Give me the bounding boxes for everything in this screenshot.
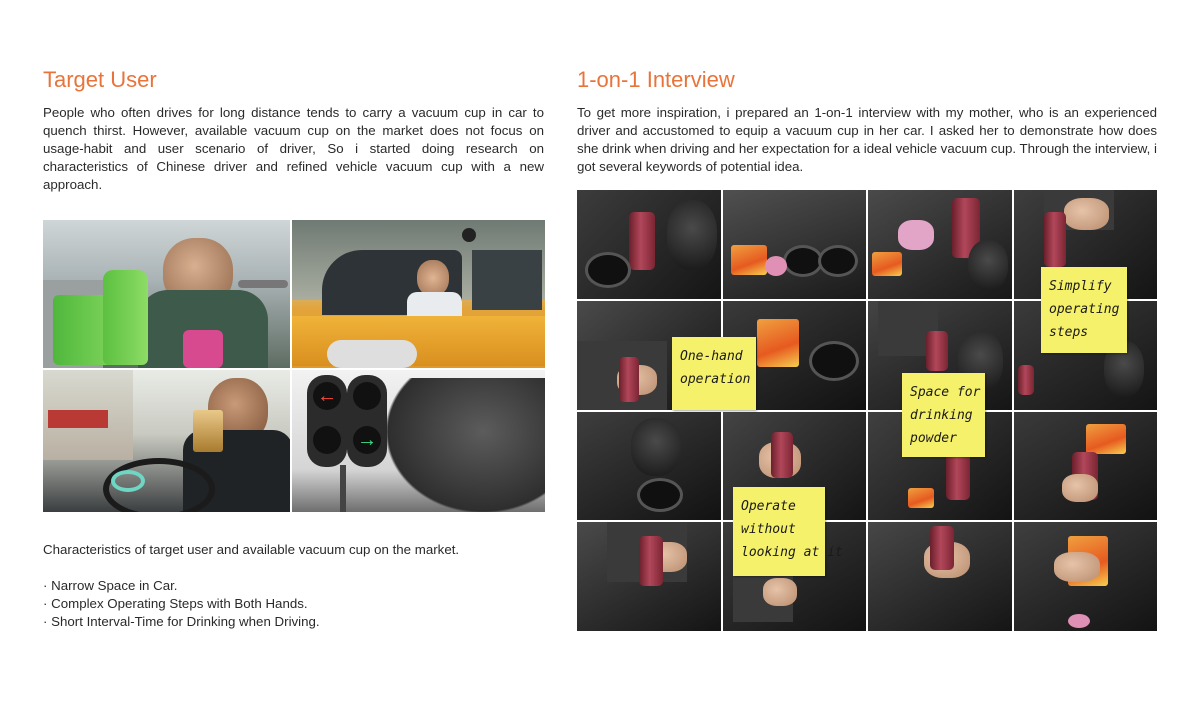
note-operate-without-looking <box>733 487 843 576</box>
note-line: Simplify <box>1049 279 1112 294</box>
note-line: powder <box>910 431 957 446</box>
note-line: Space for <box>910 385 981 400</box>
note-line: One-hand <box>680 349 743 364</box>
note-line: looking at it <box>741 545 843 560</box>
interview-photo <box>723 190 867 299</box>
characteristic-short-interval: · Short Interval-Time for Drinking when Driving. <box>43 614 320 629</box>
note-line: Operate <box>741 499 796 514</box>
target-user-caption-block <box>43 541 553 631</box>
interview-photo <box>1014 522 1158 631</box>
target-user-caption: Characteristics of target user and available vacuum cup on the market. <box>43 542 460 557</box>
photo-bus-driver <box>43 370 290 512</box>
interview-title: 1-on-1 Interview <box>577 67 735 92</box>
interview-photo <box>868 522 1012 631</box>
interview-photo <box>577 522 721 631</box>
target-user-photo-grid <box>43 220 544 511</box>
interview-photo-grid <box>577 190 1157 631</box>
target-user-title: Target User <box>43 67 157 92</box>
interview-photo <box>1014 412 1158 521</box>
characteristic-narrow-space: · Narrow Space in Car. <box>43 578 178 593</box>
note-one-hand-operation <box>672 337 756 410</box>
note-line: operation <box>680 372 751 387</box>
photo-taxi-driver <box>292 220 545 368</box>
interview-photo <box>868 190 1012 299</box>
note-simplify-operating-steps <box>1041 267 1127 353</box>
note-line: operating <box>1049 302 1120 317</box>
interview-photo <box>577 412 721 521</box>
target-user-paragraph: People who often drives for long distance tends to carry a vacuum cup in car to quench thirst. However, available vacuum cup on the market does not focus on usage-habit and user scenario of driver, So i started doing research on characteristics of Chinese driver and refined vehicle vacuum cup with a new approach. <box>43 105 544 192</box>
note-line: drinking <box>910 408 973 423</box>
interview-paragraph: To get more inspiration, i prepared an 1-on-1 interview with my mother, who is an experienced driver and accustomed to equip a vacuum cup in her car. I asked her to demonstrate how does she drink when driving and her expectation for a ideal vehicle vacuum cup. Through the interview, i got several keywords of potential idea. <box>577 105 1157 174</box>
note-line: without <box>741 522 796 537</box>
characteristic-complex-steps: · Complex Operating Steps with Both Hands. <box>43 596 308 611</box>
note-line: steps <box>1049 325 1089 340</box>
note-space-for-drinking-powder <box>902 373 985 457</box>
interview-photo <box>577 190 721 299</box>
photo-driver-green-cup <box>43 220 290 368</box>
photo-traffic-lights: ← → <box>292 370 545 512</box>
